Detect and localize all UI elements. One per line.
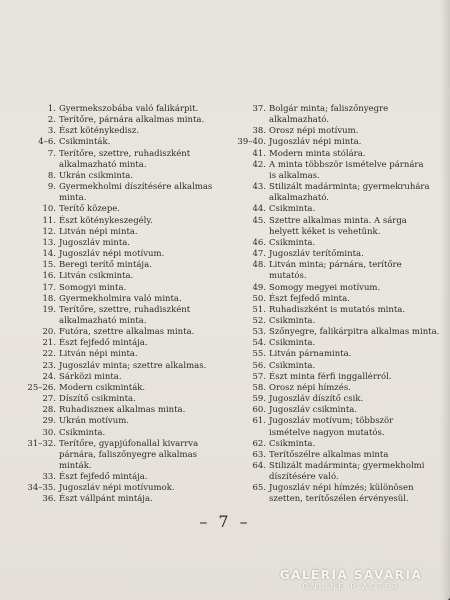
item-number: 2. bbox=[47, 115, 56, 126]
item-number: 20. bbox=[42, 327, 56, 338]
item-text: Terítőre, gyapjúfonallal kivarrva párnára, faliszőnyegre alkalmas minták. bbox=[59, 438, 199, 471]
list-item bbox=[26, 394, 231, 405]
item-text: Jugoszláv népi hímzés; különösen szetten, terítőszélen érvényesül. bbox=[269, 483, 414, 505]
item-number: 53. bbox=[252, 327, 266, 338]
list-item bbox=[236, 160, 440, 182]
list-item bbox=[26, 216, 231, 227]
item-text: Csikminta. bbox=[269, 204, 316, 215]
item-text: Ruhadiszként is mutatós minta. bbox=[269, 304, 406, 315]
item-number: 28. bbox=[42, 405, 56, 416]
list-item bbox=[236, 394, 440, 405]
item-text: Csikminta. bbox=[269, 360, 316, 371]
item-text: Stilizált madárminta; gyermekruhára alkalmazható. bbox=[269, 182, 430, 204]
item-text: Jugoszláv motívum; többször ismételve nagyon mutatós. bbox=[269, 416, 394, 438]
item-number: 7. bbox=[47, 148, 56, 159]
item-text: A minta többször ismételve párnára is alkalmas. bbox=[269, 159, 424, 181]
list-item bbox=[236, 461, 440, 483]
list-item bbox=[26, 372, 231, 383]
item-number: 27. bbox=[42, 394, 56, 405]
list-item bbox=[236, 338, 440, 349]
item-text: Csikminta. bbox=[269, 315, 316, 326]
list-item bbox=[26, 439, 231, 472]
item-text: Csikminták. bbox=[59, 137, 111, 148]
item-text: Orosz népi motívum. bbox=[269, 126, 359, 137]
item-text: Gyermekszobába való falikárpit. bbox=[59, 104, 199, 114]
item-text: Litván népi minta. bbox=[59, 349, 138, 360]
item-number: 17. bbox=[42, 282, 56, 293]
item-number: 47. bbox=[252, 249, 266, 260]
item-text: Észt fejfedő mintája. bbox=[59, 338, 148, 349]
item-text: Jugoszláv népi minta. bbox=[269, 137, 362, 148]
item-text: Terítőre, szettre, ruhadiszként alkalmazható minta. bbox=[59, 148, 191, 170]
item-text: Terítő közepe. bbox=[59, 204, 121, 215]
list-item bbox=[236, 216, 440, 238]
list-item bbox=[236, 182, 440, 204]
item-text: Stilizált madárminta; gyermekholmi díszítésére való. bbox=[269, 461, 425, 483]
item-text: Sárközi minta. bbox=[59, 371, 122, 382]
list-item bbox=[236, 450, 440, 461]
list-item bbox=[26, 271, 231, 282]
item-text: Litván minta; párnára, terítőre mutatós. bbox=[269, 260, 402, 282]
item-text: Gyermekholmira való minta. bbox=[59, 293, 182, 304]
item-text: Modern csikminták. bbox=[59, 382, 146, 393]
list-item bbox=[236, 294, 440, 305]
item-number: 30. bbox=[42, 427, 56, 438]
item-number: 49. bbox=[252, 282, 266, 293]
watermark-sub: ONLINE PIACTÉR bbox=[302, 582, 400, 591]
list-item bbox=[236, 104, 440, 126]
item-number: 55. bbox=[252, 349, 266, 360]
item-text: Jugoszláv minta. bbox=[59, 237, 131, 248]
item-number: 10. bbox=[42, 204, 56, 215]
item-number: 21. bbox=[42, 338, 56, 349]
item-number: 33. bbox=[42, 472, 56, 483]
item-number: 43. bbox=[252, 182, 266, 193]
item-text: Díszítő csikminta. bbox=[59, 394, 136, 405]
item-text: Ruhadiszneк alkalmas minta. bbox=[59, 405, 186, 416]
item-number: 22. bbox=[42, 349, 56, 360]
item-text: Bolgár minta; faliszőnyegre alkalmazható. bbox=[269, 104, 389, 126]
list-item bbox=[26, 126, 231, 137]
item-text: Szettre alkalmas minta. A sárga helyett kéket is vehetünk. bbox=[269, 215, 407, 237]
item-number: 62. bbox=[252, 438, 266, 449]
list-item bbox=[26, 149, 231, 171]
list-item bbox=[236, 361, 440, 372]
item-number: 50. bbox=[252, 293, 266, 304]
item-text: Csikminta. bbox=[269, 438, 316, 449]
list-item bbox=[26, 182, 231, 204]
item-number: 13. bbox=[42, 237, 56, 248]
page-number: – 7 – bbox=[199, 512, 251, 531]
list-item bbox=[236, 126, 440, 137]
item-number: 64. bbox=[252, 461, 266, 471]
item-number: 15. bbox=[42, 260, 56, 271]
item-number: 11. bbox=[42, 215, 56, 226]
item-number: 34–35. bbox=[27, 483, 56, 494]
list-item bbox=[236, 439, 440, 450]
list-item bbox=[236, 405, 440, 416]
item-text: Litván csikminta. bbox=[59, 271, 134, 282]
item-text: Somogy megyei motívum. bbox=[269, 282, 381, 293]
item-number: 38. bbox=[252, 126, 266, 137]
item-text: Jugoszláv díszítő csik. bbox=[269, 394, 364, 405]
item-text: Gyermekholmi díszítésére alkalmas minta. bbox=[59, 182, 213, 204]
item-number: 12. bbox=[42, 226, 56, 237]
list-item bbox=[26, 349, 231, 360]
item-text: Jugoszláv terítőminta. bbox=[269, 249, 364, 260]
list-item bbox=[26, 361, 231, 372]
item-number: 60. bbox=[252, 405, 266, 416]
item-number: 56. bbox=[252, 360, 266, 371]
item-number: 16. bbox=[42, 271, 56, 282]
list-item bbox=[26, 260, 231, 271]
item-text: Észt köténykedisz. bbox=[59, 126, 140, 137]
item-number: 59. bbox=[252, 394, 266, 405]
list-item bbox=[26, 483, 231, 494]
item-number: 3. bbox=[47, 126, 56, 137]
list-item bbox=[26, 227, 231, 238]
item-number: 58. bbox=[252, 382, 266, 393]
list-item bbox=[26, 338, 231, 349]
item-text: Csikminta. bbox=[269, 237, 316, 248]
list-item bbox=[26, 305, 231, 327]
item-text: Észt fejfedő mintája. bbox=[59, 472, 148, 483]
list-item bbox=[236, 416, 440, 438]
item-number: 37. bbox=[252, 104, 266, 114]
list-item bbox=[26, 137, 231, 148]
item-number: 1. bbox=[47, 104, 56, 114]
item-number: 63. bbox=[252, 449, 266, 460]
item-text: Jugoszláv minta; szettre alkalmas. bbox=[59, 360, 207, 371]
item-number: 9. bbox=[47, 182, 56, 193]
list-item bbox=[236, 316, 440, 327]
item-text: Ukrán motívum. bbox=[59, 416, 129, 427]
item-number: 57. bbox=[252, 371, 266, 382]
item-number: 4–6. bbox=[38, 137, 56, 148]
list-item bbox=[236, 383, 440, 394]
list-item bbox=[26, 405, 231, 416]
item-text: Észt köténykeszegély. bbox=[59, 215, 153, 226]
watermark bbox=[266, 568, 436, 592]
item-text: Litván népi minta. bbox=[59, 226, 138, 237]
item-text: Ukrán csikminta. bbox=[59, 170, 134, 181]
list-item bbox=[236, 327, 440, 338]
item-number: 36. bbox=[42, 494, 56, 505]
item-text: Somogyi minta. bbox=[59, 282, 127, 293]
item-text: Futóra, szettre alkalmas minta. bbox=[59, 327, 195, 338]
item-text: Terítőre, párnára alkalmas minta. bbox=[59, 115, 205, 126]
list-item bbox=[236, 260, 440, 282]
list-item bbox=[236, 372, 440, 383]
item-number: 14. bbox=[42, 249, 56, 260]
item-number: 61. bbox=[252, 416, 266, 427]
item-text: Észt minta férfi inggallérról. bbox=[269, 371, 392, 382]
item-number: 45. bbox=[252, 215, 266, 226]
list-item bbox=[26, 115, 231, 126]
list-item bbox=[26, 238, 231, 249]
list-item bbox=[236, 249, 440, 260]
item-number: 39–40. bbox=[237, 137, 266, 148]
item-text: Csikminta. bbox=[59, 427, 106, 438]
list-item bbox=[236, 137, 440, 148]
item-number: 25–26. bbox=[27, 382, 56, 393]
item-number: 18. bbox=[42, 293, 56, 304]
watermark-name: GALÉRIA SAVARIA bbox=[279, 568, 423, 582]
list-item bbox=[26, 428, 231, 439]
list-item bbox=[236, 483, 440, 505]
list-item bbox=[236, 238, 440, 249]
left-column bbox=[26, 104, 231, 506]
item-text: Szőnyegre, falikárpitra alkalmas minta. bbox=[269, 327, 440, 338]
list-item bbox=[236, 305, 440, 316]
list-item bbox=[26, 472, 231, 483]
item-text: Észt fejfedő minta. bbox=[269, 293, 350, 304]
list-item bbox=[236, 149, 440, 160]
item-text: Észt vállpánt mintája. bbox=[59, 494, 153, 505]
item-text: Litván párnaminta. bbox=[269, 349, 352, 360]
item-number: 46. bbox=[252, 237, 266, 248]
item-number: 19. bbox=[42, 304, 56, 315]
list-item bbox=[236, 283, 440, 294]
item-number: 54. bbox=[252, 338, 266, 349]
item-number: 23. bbox=[42, 360, 56, 371]
item-number: 8. bbox=[47, 170, 56, 181]
item-number: 65. bbox=[252, 483, 266, 494]
list-item bbox=[236, 349, 440, 360]
item-text: Orosz népi hímzés. bbox=[269, 382, 351, 393]
item-number: 31–32. bbox=[27, 438, 56, 449]
list-item bbox=[26, 494, 231, 505]
list-item bbox=[236, 204, 440, 215]
item-number: 24. bbox=[42, 371, 56, 382]
list-item bbox=[26, 283, 231, 294]
list-item bbox=[26, 204, 231, 215]
item-number: 44. bbox=[252, 204, 266, 215]
item-text: Csikminta. bbox=[269, 338, 316, 349]
list-item bbox=[26, 294, 231, 305]
list-item bbox=[26, 416, 231, 427]
item-number: 48. bbox=[252, 260, 266, 271]
list-item bbox=[26, 327, 231, 338]
item-text: Terítőszélre alkalmas minta bbox=[269, 449, 389, 460]
list-item bbox=[26, 383, 231, 394]
item-number: 29. bbox=[42, 416, 56, 427]
list-item bbox=[26, 249, 231, 260]
list-item bbox=[26, 104, 231, 115]
right-column bbox=[236, 104, 440, 506]
item-text: Jugoszláv népi motívum. bbox=[59, 249, 165, 260]
item-text: Beregi terítő mintája. bbox=[59, 260, 152, 271]
item-text: Jugoszláv csikminta. bbox=[269, 405, 358, 416]
item-number: 52. bbox=[252, 315, 266, 326]
item-text: Modern minta stólára. bbox=[269, 148, 366, 159]
item-text: Terítőre, szettre, ruhadiszként alkalmazható minta. bbox=[59, 304, 191, 326]
list-item bbox=[26, 171, 231, 182]
item-number: 41. bbox=[252, 148, 266, 159]
item-number: 42. bbox=[252, 159, 266, 170]
item-text: Jugoszláv népi motívumok. bbox=[59, 483, 175, 494]
item-number: 51. bbox=[252, 304, 266, 315]
